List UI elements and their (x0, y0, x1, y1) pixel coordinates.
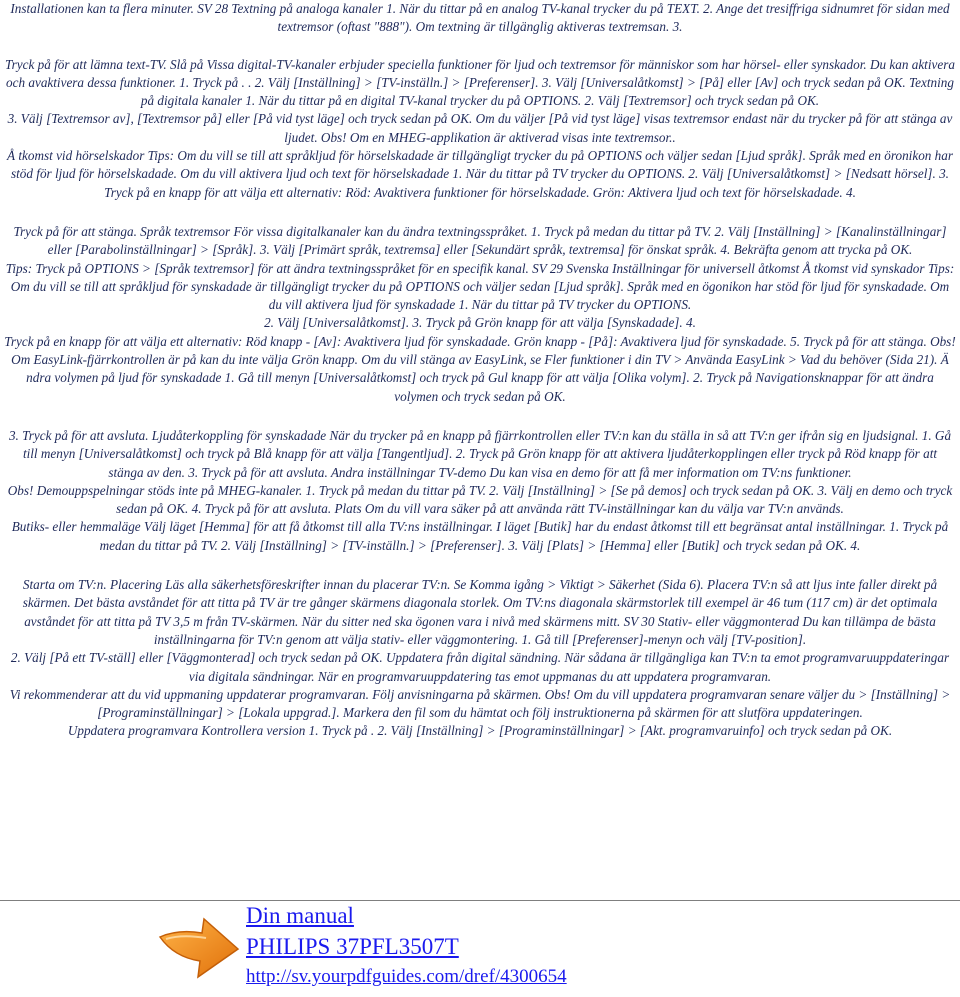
download-arrow-icon (152, 907, 244, 987)
paragraph: Butiks- eller hemmaläge Välj läget [Hemma] för att få åtkomst till alla TV:ns inställningar. I läget [Butik] har du endast åtkomst till ett begränsat antal inställningar. 1. Tryck på medan du tittar på TV. 2. Välj [Inställning] > [TV-inställn.] > [Preferenser]. 3. Välj [Plats] > [Hemma] eller [Butik] och tryck sedan på OK. 4. (11, 519, 949, 553)
paragraph: Starta om TV:n. Placering Läs alla säkerhetsföreskrifter innan du placerar TV:n. Se Komma igång > Viktigt > Säkerhet (Sida 6). Placera TV:n så att ljus inte faller direkt på skärmen. Det bästa avståndet för att titta på TV är tre gånger skärmens diagonala storlek. Om TV:ns diagonala skärmstorlek till exempel är 46 tum (117 cm) är det optimala avståndet för att titta på TV 3,5 m från TV-skärmen. När du sitter ned ska ögonen vara i nivå med skärmens mitt. SV 30 Stativ- eller väggmonterad Du kan tillämpa de bästa inställningarna för TV:n genom att välja stativ- eller väggmontering. 1. Gå till [Preferenser]-menyn och välj [TV-position]. (22, 577, 938, 647)
paragraph: Uppdatera programvara Kontrollera version 1. Tryck på . 2. Välj [Inställning] > [Programinställningar] > [Akt. programvaruinfo] och tryck sedan på OK. (67, 723, 893, 739)
paragraph: 2. Välj [Universalåtkomst]. 3. Tryck på Grön knapp för att välja [Synskadade]. 4. (264, 315, 696, 331)
paragraph: Installationen kan ta flera minuter. SV 28 Textning på analoga kanaler 1. När du tittar på en analog TV-kanal trycker du på TEXT. 2. Ange det tresiffriga sidnumret för sidan med textremsor (oftast "888"). Om textning är tillgänglig aktiveras textremsan. 3. (10, 1, 950, 35)
paragraph: Vi rekommenderar att du vid uppmaning uppdaterar programvaran. Följ anvisningarna på skärmen. Obs! Om du vill uppdatera programvaran senare väljer du > [Inställning] > [Programinställningar] > [Lokala uppgrad.]. Markera den fil som du hämtat och följ instruktionerna på skärmen för att slutföra uppdateringen. (9, 686, 951, 721)
paragraph: Å tkomst vid hörselskador Tips: Om du vill se till att språkljud för hörselskadade är tillgängligt trycker du på OPTIONS och väljer sedan [Ljud språk]. Språk med en öronikon har stöd för ljud för hörselskadade. Om du vill aktivera ljud och text för hörselskadade 1. När du tittar på TV trycker du OPTIONS. 2. Välj [Universalåtkomst] > [Nedsatt hörsel]. 3. Tryck på en knapp för att välja ett alternativ: Röd: Avaktivera funktioner för hörselskadade. Grön: Aktivera ljud och text för hörselskadade. 4. (6, 148, 954, 200)
paragraph: Tryck på för att stänga. Språk textremsor För vissa digitalkanaler kan du ändra textningsspråket. 1. Tryck på medan du tittar på TV. 2. Välj [Inställning] > [Kanalinställningar] eller [Parabolinställningar] > [Språk]. 3. Välj [Primärt språk, textremsa] eller [Sekundärt språk, textremsa] för önskat språk. 4. Bekräfta genom att trycka på OK. (13, 223, 947, 258)
paragraph: 3. Välj [Textremsor av], [Textremsor på] eller [På vid tyst läge] och tryck sedan på OK. Om du väljer [På vid tyst läge] visas textremsor endast när du trycker på för att stänga av ljudet. Obs! Om en MHEG-applikation är aktiverad visas inte textremsor.. (7, 111, 953, 145)
paragraph: Tips: Tryck på OPTIONS > [Språk textremsor] för att ändra textningsspråket för en specifik kanal. SV 29 Svenska Inställningar för universell åtkomst Å tkomst vid synskador Tips: Om du vill se till att språkljud för synskadade är tillgängligt trycker du på OPTIONS och väljer sedan [Ljud språk]. Språk med en ögonikon har stöd för ljud för synskadade. Om du vill aktivera ljud för synskadade 1. När du tittar på TV trycker du OPTIONS. (5, 260, 955, 313)
footer (0, 901, 960, 997)
paragraph: Obs! Demouppspelningar stöds inte på MHEG-kanaler. 1. Tryck på medan du tittar på TV. 2. Välj [Inställning] > [Se på demos] och tryck sedan på OK. 3. Välj en demo och tryck sedan på OK. 4. Tryck på för att avsluta. Plats Om du vill vara säker på att använda rätt TV-inställningar kan du välja var TV:n används. (7, 482, 953, 517)
paragraph: Tryck på för att lämna text-TV. Slå på Vissa digital-TV-kanaler erbjuder speciella funktioner för ljud och textremsor för människor som har hörsel- eller synskador. Du kan aktivera och avaktivera dessa funktioner. 1. Tryck på . . 2. Välj [Inställning] > [TV-inställn.] > [Preferenser]. 3. Välj [Universalåtkomst] > [På] eller [Av] och tryck sedan på OK. Textning på digitala kanaler 1. När du tittar på en digital TV-kanal trycker du på OPTIONS. 2. Välj [Textremsor] och tryck sedan på OK. (5, 56, 955, 109)
paragraph: 3. Tryck på för att avsluta. Ljudåterkoppling för synskadade När du trycker på en knapp på fjärrkontrollen eller TV:n kan du ställa in så att TV:n ger ifrån sig en ljudsignal. 1. Gå till menyn [Universalåtkomst] och tryck på Blå knapp för att välja [Tangentljud]. 2. Tryck på Grön knapp för att aktivera ljudåterkopplingen eller tryck på Röd knapp för att stänga av den. 3. Tryck på för att avsluta. Andra inställningar TV-demo Du kan visa en demo för att få mer information om TV:ns funktioner. (8, 427, 952, 480)
product-link[interactable]: PHILIPS 37PFL3507T (246, 934, 459, 959)
manual-link[interactable]: Din manual (246, 903, 354, 928)
paragraph: Tryck på en knapp för att välja ett alternativ: Röd knapp - [Av]: Avaktivera ljud för synskadade. Grön knapp - [På]: Avaktivera ljud för synskadade. 5. Tryck på för att stänga. Obs! Om EasyLink-fjärrkontrollen är på kan du inte välja Grön knapp. Om du vill stänga av EasyLink, se Fler funktioner i din TV > Använda EasyLink > Vad du behöver (Sida 21). Ä ndra volymen på ljud för synskadade 1. Gå till menyn [Universalåtkomst] och tryck på Gul knapp för att välja [Olika volym]. 2. Tryck på Navigationsknappar för att ändra volymen och tryck sedan på OK. (4, 333, 956, 404)
paragraph: 2. Välj [På ett TV-ställ] eller [Väggmonterad] och tryck sedan på OK. Uppdatera från digital sändning. När sådana är tillgängliga kan TV:n ta emot programvaruuppdateringar via digitala sändningar. När en programvaruuppdatering tas emot uppmanas du att uppdatera programvaran. (10, 650, 950, 684)
url-link[interactable]: http://sv.yourpdfguides.com/dref/4300654 (246, 966, 567, 987)
